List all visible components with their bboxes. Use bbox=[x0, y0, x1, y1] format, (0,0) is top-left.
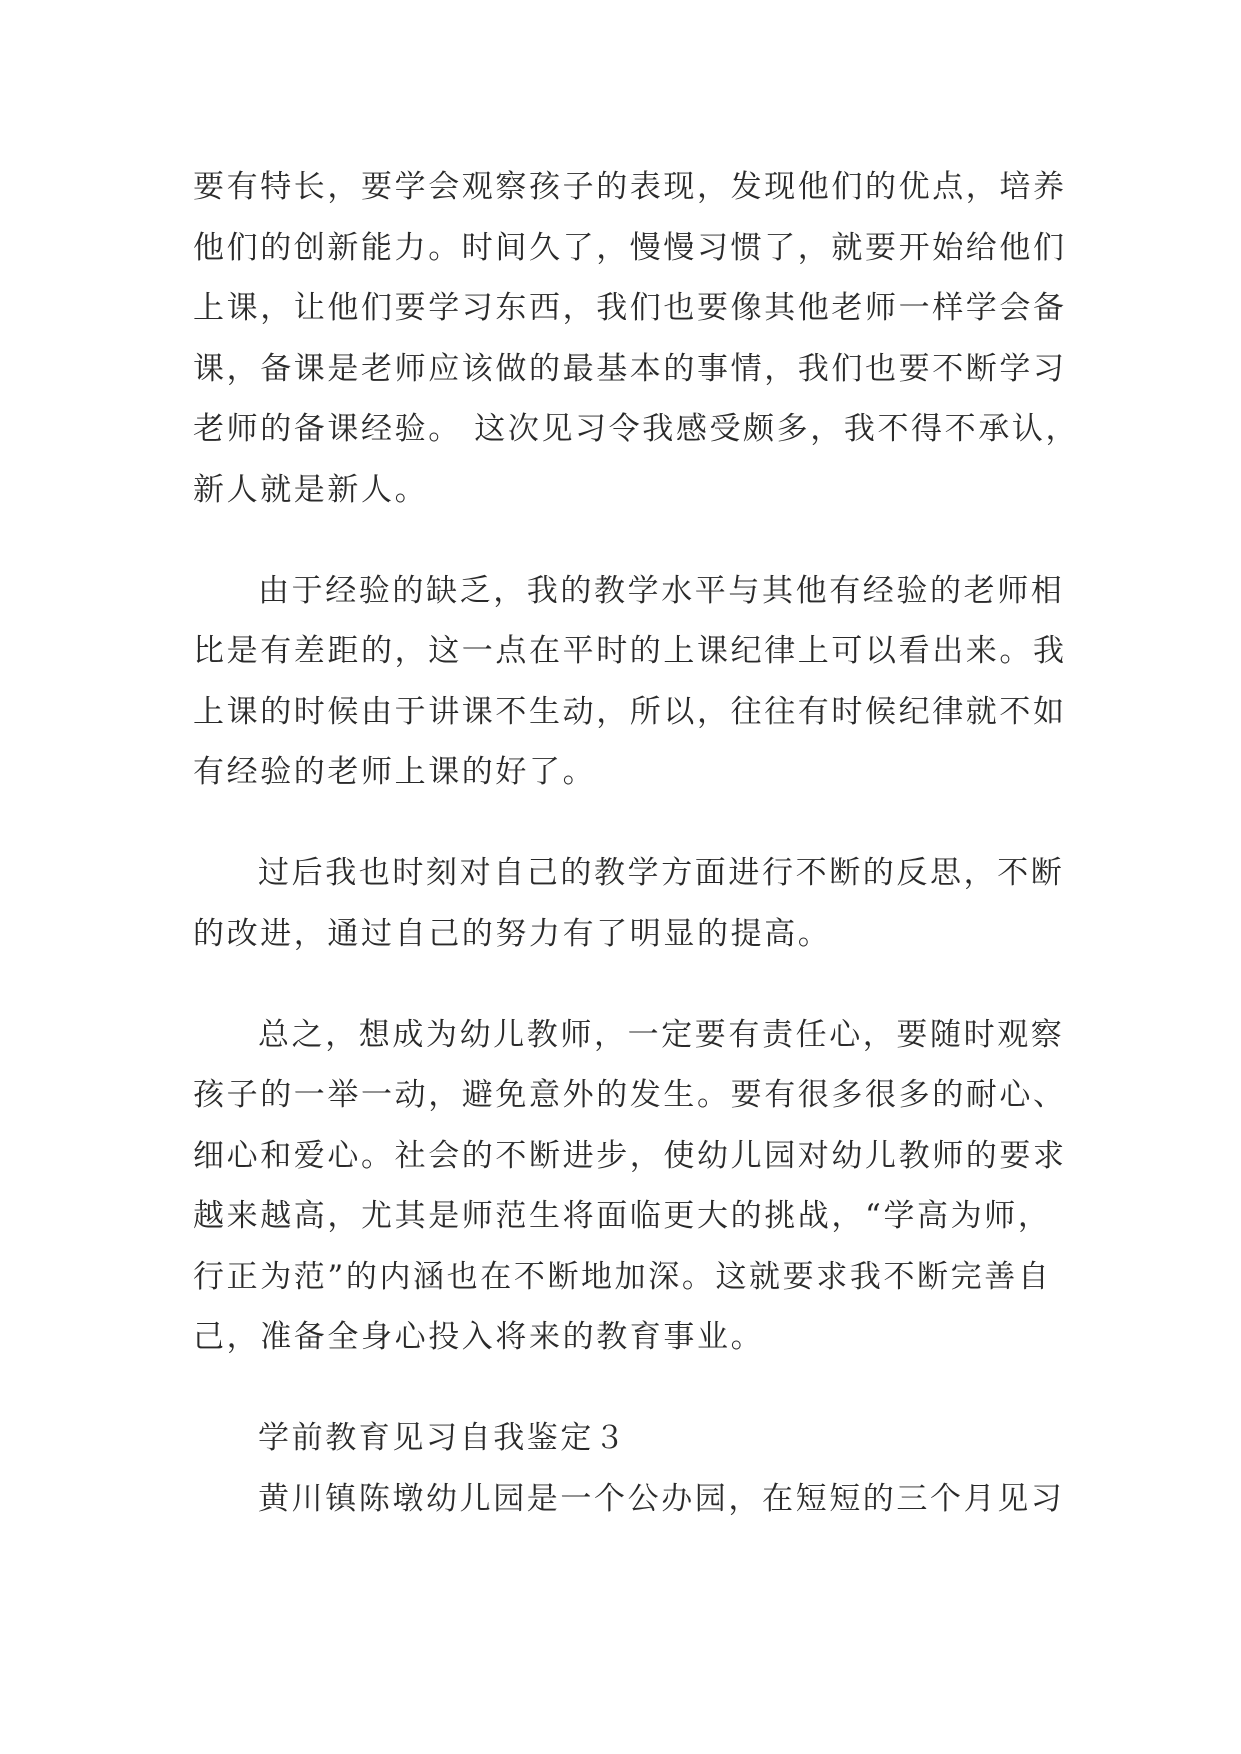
text-line: 黄川镇陈墩幼儿园是一个公办园，在短短的三个月见习 bbox=[258, 1481, 1065, 1517]
text-line: 上课，让他们要学习东西，我们也要像其他老师一样学会备 bbox=[193, 290, 1067, 326]
text-line: 细心和爱心。社会的不断进步，使幼儿园对幼儿教师的要求 bbox=[193, 1138, 1067, 1174]
text-line: 由于经验的缺乏，我的教学水平与其他有经验的老师相 bbox=[258, 573, 1065, 609]
text-line: 比是有差距的，这一点在平时的上课纪律上可以看出来。我 bbox=[193, 633, 1067, 669]
text-line: 孩子的一举一动，避免意外的发生。要有很多很多的耐心、 bbox=[193, 1077, 1067, 1113]
text-line: 总之，想成为幼儿教师，一定要有责任心，要随时观察 bbox=[258, 1017, 1065, 1053]
text-line: 行正为范”的内涵也在不断地加深。这就要求我不断完善自 bbox=[193, 1259, 1052, 1295]
text-line: 己，准备全身心投入将来的教育事业。 bbox=[193, 1319, 765, 1355]
text-line: 老师的备课经验。 这次见习令我感受颇多，我不得不承认， bbox=[193, 411, 1080, 447]
text-line: 越来越高，尤其是师范生将面临更大的挑战，“学高为师， bbox=[193, 1198, 1052, 1234]
text-line: 的改进，通过自己的努力有了明显的提高。 bbox=[193, 916, 832, 952]
text-line: 过后我也时刻对自己的教学方面进行不断的反思，不断 bbox=[258, 855, 1065, 891]
section-heading: 学前教育见习自我鉴定３ bbox=[258, 1420, 628, 1456]
text-line: 课，备课是老师应该做的最基本的事情，我们也要不断学习 bbox=[193, 351, 1067, 387]
text-line: 有经验的老师上课的好了。 bbox=[193, 754, 597, 790]
text-line: 他们的创新能力。时间久了，慢慢习惯了，就要开始给他们 bbox=[193, 230, 1067, 266]
text-line: 要有特长，要学会观察孩子的表现，发现他们的优点，培养 bbox=[193, 169, 1067, 205]
text-line: 上课的时候由于讲课不生动，所以，往往有时候纪律就不如 bbox=[193, 694, 1067, 730]
text-line: 新人就是新人。 bbox=[193, 472, 429, 508]
